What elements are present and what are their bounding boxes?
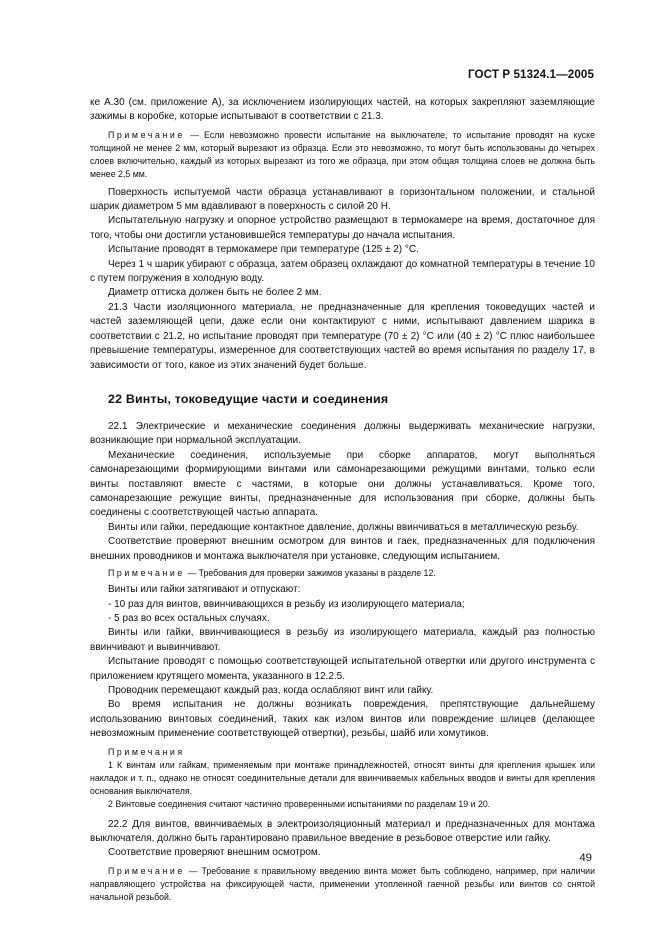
note bbox=[90, 129, 595, 182]
list-item: - 5 раз во всех остальных случаях. bbox=[108, 612, 270, 624]
note-text: — Требование к правильному введению винта может быть соблюдено, например, при наличии направляющего устройства на фиксирующей части, применении утопленной гаечной резьбы или винтов со снятой начальной резьбой. bbox=[90, 865, 595, 903]
paragraph: 22.2 Для винтов, ввинчиваемых в электроизоляционный материал и предназначенных для монтажа выключателя, должно быть гарантировано правильное введение в резьбовое отверстие или гайку. bbox=[90, 818, 595, 845]
note-label: Примечание bbox=[108, 865, 185, 876]
paragraph: Испытательную нагрузку и опорное устройство размещают в термокамере на время, достаточное для того, чтобы они достигли установившейся температуры до начала испытания. bbox=[90, 215, 595, 241]
notes-label bbox=[90, 746, 595, 759]
note-label: Примечание bbox=[108, 129, 185, 140]
paragraph: Соответствие проверяют внешним осмотром для винтов и гаек, предназначенных для подключения внешних проводников и монтажа выключателя при установке, следующим испытанием. bbox=[90, 536, 595, 562]
paragraph: Винты или гайки, передающие контактное давление, должны ввинчиваться в металлическую резьбу. bbox=[108, 521, 579, 533]
paragraph: Механические соединения, используемые при сборке аппаратов, могут выполняться самонарезающими формирующими винтами или самонарезающими режущими винтами, только если винты поставляют вместе с частями, в которые они должны устанавливаться. Кроме того, самонарезающие режущие винты, предназначенные для использования при сборке, должны быть соединены с соответствующей частью аппарата. bbox=[90, 449, 595, 519]
paragraph: Поверхность испытуемой части образца устанавливают в горизонтальном положении, и стальной шарик диаметром 5 мм вдавливают в поверхность с силой 20 Н. bbox=[90, 186, 595, 213]
note bbox=[90, 567, 595, 580]
note-item: 2 Винтовые соединения считают частично проверенными испытаниями по разделам 19 и 20. bbox=[108, 799, 491, 810]
note-label: Примечание bbox=[108, 567, 185, 578]
note-text: — Если невозможно провести испытание на выключателе, то испытание проводят на куске толщиной не менее 2 мм, который вырезают из образца. Если это невозможно, то могут быть использованы до четырех слоев включительно, каждый из которых вырезают из того же образца, при этом общая толщина слоев не должна быть менее 2,5 мм. bbox=[90, 129, 595, 180]
paragraph: Винты или гайки затягивают и отпускают: bbox=[108, 584, 301, 596]
note-text: — Требования для проверки зажимов указаны в разделе 12. bbox=[184, 567, 436, 578]
section-heading: 22 Винты, токоведущие части и соединения bbox=[108, 391, 389, 406]
paragraph: Соответствие проверяют внешним осмотром. bbox=[108, 847, 321, 859]
page-number: 49 bbox=[579, 852, 592, 864]
paragraph: Через 1 ч шарик убирают с образца, затем образец охлаждают до комнатной температуры в течение 10 с путем погружения в холодную воду. bbox=[90, 258, 595, 285]
paragraph: Винты или гайки, ввинчивающиеся в резьбу из изолирующего материала, каждый раз полностью ввинчивают и вывинчивают. bbox=[90, 627, 595, 653]
paragraph: ке А.30 (см. приложение А), за исключением изолирующих частей, на которых закрепляют заземляющие зажимы в коробке, которые испытывают в соответствии с 21.3. bbox=[90, 97, 595, 123]
paragraph: Диаметр оттиска должен быть не более 2 мм. bbox=[108, 287, 322, 299]
note-item: 1 К винтам или гайкам, применяемым при монтаже принадлежностей, относят винты для крепления крышек или накладок и т. п., однако не относят соединительные детали для ввинчиваемых кабельных вводов и винты для крепления основания выключателя. bbox=[90, 759, 595, 797]
paragraph: 21.3 Части изоляционного материала, не предназначенные для крепления токоведущих частей и частей заземляющей цепи, даже если они контактируют с ними, испытывают давлением шарика в соответствии с 21.2, но испытание проводят при температуре (70 ± 2) °С или (40 ± 2) °С плюс наибольшее превышение температуры, измеренное для соответствующих частей во время испытания по разделу 17, в зависимости от того, какое из этих значений будет больше. bbox=[90, 301, 595, 371]
paragraph: Испытание проводят в термокамере при температуре (125 ± 2) °С. bbox=[108, 244, 419, 256]
note-label: Примечания bbox=[108, 746, 185, 757]
list-item: - 10 раз для винтов, ввинчивающихся в резьбу из изолирующего материала; bbox=[108, 598, 465, 610]
paragraph: Во время испытания не должны возникать повреждения, препятствующие дальнейшему использованию винтовых соединений, таких как излом винтов или повреждение шлицев (делающее невозможным применение соответствующей отвертки), резьбы, шайб или хомутиков. bbox=[90, 699, 595, 740]
paragraph: Проводник перемещают каждый раз, когда ослабляют винт или гайку. bbox=[108, 685, 434, 697]
paragraph: 22.1 Электрические и механические соединения должны выдерживать механические нагрузки, возникающие при нормальной эксплуатации. bbox=[90, 420, 595, 447]
note bbox=[90, 865, 595, 905]
paragraph: Испытание проводят с помощью соответствующей испытательной отвертки или другого инструмента с приложением крутящего момента, указанного в 12.2.5. bbox=[90, 656, 595, 682]
page-body bbox=[90, 96, 595, 904]
document-header: ГОСТ Р 51324.1—2005 bbox=[468, 68, 594, 81]
